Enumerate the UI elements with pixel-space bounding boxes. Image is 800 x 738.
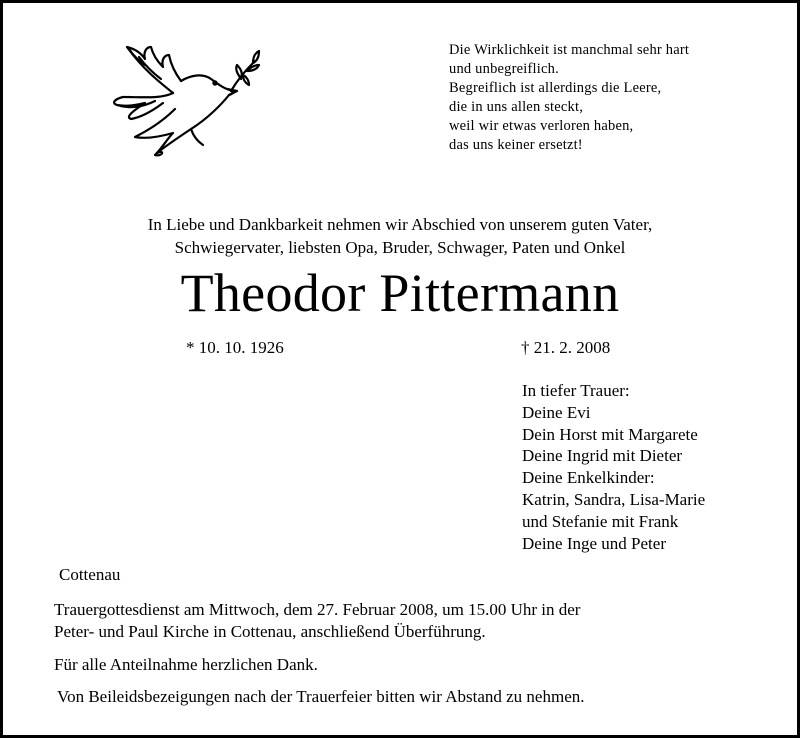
- poem-line: Die Wirklichkeit ist manchmal sehr hart: [449, 42, 690, 58]
- poem-line: weil wir etwas verloren haben,: [449, 118, 634, 134]
- poem: [449, 41, 769, 155]
- intro-line: Schwiegervater, liebsten Opa, Bruder, Schwager, Paten und Onkel: [174, 238, 626, 257]
- place-name: Cottenau: [59, 565, 121, 584]
- mourner-line: Deine Inge und Peter: [522, 533, 666, 553]
- mourner-line: In tiefer Trauer:: [522, 381, 630, 400]
- mourners-list: [522, 380, 705, 554]
- service-line: Trauergottesdienst am Mittwoch, dem 27. Februar 2008, um 15.00 Uhr in der: [54, 600, 581, 619]
- service-info: [54, 599, 580, 642]
- mourner-line: und Stefanie mit Frank: [522, 511, 679, 531]
- intro-line: In Liebe und Dankbarkeit nehmen wir Abschied von unserem guten Vater,: [147, 215, 653, 234]
- mourner-line: Deine Evi: [522, 402, 591, 422]
- death-date: † 21. 2. 2008: [521, 338, 611, 357]
- poem-line: die in uns allen steckt,: [449, 99, 584, 115]
- deceased-name: Theodor Pittermann: [180, 263, 620, 323]
- poem-line: Begreiflich ist allerdings die Leere,: [449, 80, 662, 96]
- service-line: Peter- und Paul Kirche in Cottenau, anschließend Überführung.: [54, 621, 486, 641]
- mourner-line: Deine Ingrid mit Dieter: [522, 446, 683, 466]
- mourner-line: Dein Horst mit Margarete: [522, 424, 698, 444]
- intro-text: [3, 213, 797, 259]
- dove-icon: [103, 41, 271, 159]
- poem-line: und unbegreiflich.: [449, 61, 559, 77]
- thanks-text: Für alle Anteilnahme herzlichen Dank.: [54, 655, 318, 674]
- poem-line: das uns keiner ersetzt!: [449, 137, 583, 153]
- mourner-line: Katrin, Sandra, Lisa-Marie: [522, 489, 706, 509]
- birth-date: * 10. 10. 1926: [186, 338, 284, 357]
- condolence-request: Von Beileidsbezeigungen nach der Trauerfeier bitten wir Abstand zu nehmen.: [57, 687, 585, 706]
- mourner-line: Deine Enkelkinder:: [522, 468, 655, 488]
